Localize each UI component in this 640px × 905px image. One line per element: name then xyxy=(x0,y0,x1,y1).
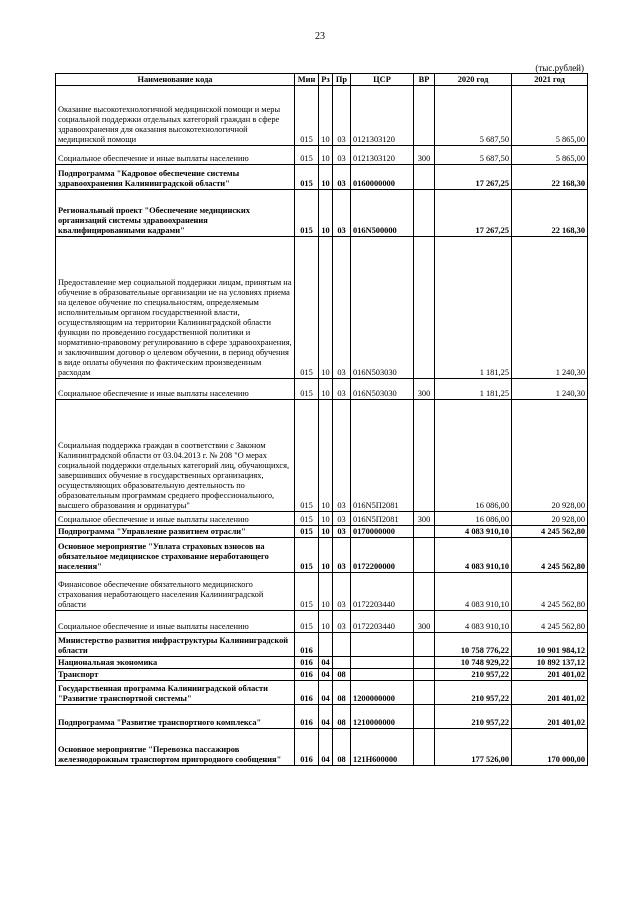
cell-2020: 1 181,25 xyxy=(435,379,512,400)
cell-rz: 10 xyxy=(319,526,333,538)
header-csr: ЦСР xyxy=(351,74,414,86)
cell-min: 016 xyxy=(295,681,319,705)
cell-vr xyxy=(414,705,435,729)
cell-min: 016 xyxy=(295,657,319,669)
cell-name: Социальное обеспечение и иные выплаты населению xyxy=(56,512,295,526)
cell-2020: 5 687,50 xyxy=(435,86,512,146)
cell-name: Государственная программа Калининградской области "Развитие транспортной системы" xyxy=(56,681,295,705)
cell-2020: 17 267,25 xyxy=(435,165,512,190)
cell-pr: 03 xyxy=(333,379,351,400)
table-row xyxy=(56,657,588,669)
cell-2021: 4 245 562,80 xyxy=(512,538,588,573)
cell-csr xyxy=(351,633,414,657)
cell-2021: 201 401,02 xyxy=(512,705,588,729)
cell-2020: 17 267,25 xyxy=(435,190,512,237)
cell-2021: 22 168,30 xyxy=(512,165,588,190)
cell-min: 015 xyxy=(295,190,319,237)
cell-name: Оказание высокотехнологичной медицинской помощи и меры социальной поддержки отдельных категорий граждан в сфере здравоохранения для оказания высокотехнологичной медицинской помощи xyxy=(56,86,295,146)
cell-name: Финансовое обеспечение обязательного медицинского страхования неработающего населения Калининградской области xyxy=(56,573,295,611)
cell-min: 015 xyxy=(295,165,319,190)
cell-2020: 4 083 910,10 xyxy=(435,573,512,611)
table-row xyxy=(56,633,588,657)
cell-rz: 10 xyxy=(319,400,333,512)
cell-name: Транспорт xyxy=(56,669,295,681)
header-vr: ВР xyxy=(414,74,435,86)
cell-2020: 210 957,22 xyxy=(435,681,512,705)
cell-csr: 016N5П2081 xyxy=(351,400,414,512)
cell-pr: 03 xyxy=(333,237,351,379)
cell-rz: 04 xyxy=(319,657,333,669)
cell-pr: 03 xyxy=(333,165,351,190)
cell-csr xyxy=(351,657,414,669)
cell-name: Национальная экономика xyxy=(56,657,295,669)
cell-min: 015 xyxy=(295,538,319,573)
cell-pr: 08 xyxy=(333,705,351,729)
cell-2020: 16 086,00 xyxy=(435,512,512,526)
table-row xyxy=(56,538,588,573)
cell-min: 016 xyxy=(295,729,319,766)
cell-rz xyxy=(319,633,333,657)
cell-csr: 016N503030 xyxy=(351,379,414,400)
table-row xyxy=(56,669,588,681)
cell-rz: 10 xyxy=(319,237,333,379)
cell-csr xyxy=(351,669,414,681)
header-pr: Пр xyxy=(333,74,351,86)
cell-name: Основное мероприятие "Перевозка пассажиров железнодорожным транспортом пригородного сообщения" xyxy=(56,729,295,766)
cell-vr xyxy=(414,669,435,681)
cell-min: 015 xyxy=(295,379,319,400)
cell-rz: 10 xyxy=(319,538,333,573)
cell-name: Социальное обеспечение и иные выплаты населению xyxy=(56,611,295,633)
cell-vr xyxy=(414,526,435,538)
cell-2020: 5 687,50 xyxy=(435,146,512,165)
cell-vr: 300 xyxy=(414,146,435,165)
cell-2020: 10 748 929,22 xyxy=(435,657,512,669)
cell-pr: 03 xyxy=(333,512,351,526)
cell-2021: 170 000,00 xyxy=(512,729,588,766)
cell-rz: 04 xyxy=(319,669,333,681)
table-row xyxy=(56,86,588,146)
cell-csr: 0172203440 xyxy=(351,573,414,611)
cell-csr: 1210000000 xyxy=(351,705,414,729)
table-row xyxy=(56,526,588,538)
cell-name: Подпрограмма "Развитие транспортного комплекса" xyxy=(56,705,295,729)
cell-rz: 04 xyxy=(319,729,333,766)
cell-min: 015 xyxy=(295,400,319,512)
cell-csr: 016N500000 xyxy=(351,190,414,237)
cell-pr: 03 xyxy=(333,86,351,146)
cell-min: 015 xyxy=(295,86,319,146)
cell-2021: 5 865,00 xyxy=(512,86,588,146)
cell-2021: 5 865,00 xyxy=(512,146,588,165)
cell-pr: 08 xyxy=(333,729,351,766)
cell-min: 015 xyxy=(295,146,319,165)
cell-vr xyxy=(414,729,435,766)
cell-2020: 177 526,00 xyxy=(435,729,512,766)
cell-vr xyxy=(414,165,435,190)
cell-2021: 4 245 562,80 xyxy=(512,573,588,611)
cell-min: 015 xyxy=(295,512,319,526)
cell-csr: 0172203440 xyxy=(351,611,414,633)
table-row xyxy=(56,729,588,766)
cell-name: Региональный проект "Обеспечение медицинских организаций системы здравоохранения квалифицированными кадрами" xyxy=(56,190,295,237)
cell-2021: 10 892 137,12 xyxy=(512,657,588,669)
header-rz: Рз xyxy=(319,74,333,86)
table-row xyxy=(56,165,588,190)
cell-csr: 016N5П2081 xyxy=(351,512,414,526)
header-min: Мин xyxy=(295,74,319,86)
cell-min: 016 xyxy=(295,705,319,729)
cell-name: Министерство развития инфраструктуры Калининградской области xyxy=(56,633,295,657)
cell-pr: 03 xyxy=(333,400,351,512)
table-row xyxy=(56,512,588,526)
cell-2021: 20 928,00 xyxy=(512,512,588,526)
cell-vr xyxy=(414,657,435,669)
cell-vr: 300 xyxy=(414,379,435,400)
cell-rz: 04 xyxy=(319,705,333,729)
cell-rz: 04 xyxy=(319,681,333,705)
cell-rz: 10 xyxy=(319,611,333,633)
cell-rz: 10 xyxy=(319,379,333,400)
cell-rz: 10 xyxy=(319,190,333,237)
cell-csr: 016N503030 xyxy=(351,237,414,379)
cell-2020: 1 181,25 xyxy=(435,237,512,379)
page-number: 23 xyxy=(315,31,325,42)
budget-table xyxy=(55,73,588,766)
cell-vr xyxy=(414,237,435,379)
cell-vr xyxy=(414,633,435,657)
cell-rz: 10 xyxy=(319,165,333,190)
table-body xyxy=(56,86,588,766)
cell-min: 015 xyxy=(295,611,319,633)
cell-pr xyxy=(333,657,351,669)
table-row xyxy=(56,400,588,512)
cell-2021: 4 245 562,80 xyxy=(512,526,588,538)
cell-name: Социальное обеспечение и иные выплаты населению xyxy=(56,146,295,165)
cell-rz: 10 xyxy=(319,573,333,611)
cell-csr: 0121303120 xyxy=(351,146,414,165)
cell-csr: 1200000000 xyxy=(351,681,414,705)
cell-vr xyxy=(414,190,435,237)
cell-rz: 10 xyxy=(319,512,333,526)
header-2021: 2021 год xyxy=(512,74,588,86)
table-row xyxy=(56,379,588,400)
cell-vr xyxy=(414,86,435,146)
cell-pr: 08 xyxy=(333,669,351,681)
cell-rz: 10 xyxy=(319,86,333,146)
cell-csr: 0170000000 xyxy=(351,526,414,538)
cell-2020: 16 086,00 xyxy=(435,400,512,512)
cell-vr xyxy=(414,681,435,705)
units-label: (тыс.рублей) xyxy=(535,63,584,73)
cell-2021: 1 240,30 xyxy=(512,237,588,379)
cell-min: 015 xyxy=(295,573,319,611)
cell-2021: 4 245 562,80 xyxy=(512,611,588,633)
cell-2020: 4 083 910,10 xyxy=(435,611,512,633)
cell-csr: 121Н600000 xyxy=(351,729,414,766)
cell-2020: 4 083 910,10 xyxy=(435,526,512,538)
table-row xyxy=(56,681,588,705)
table-row xyxy=(56,146,588,165)
cell-vr xyxy=(414,538,435,573)
cell-pr: 03 xyxy=(333,190,351,237)
cell-pr: 03 xyxy=(333,573,351,611)
table-row xyxy=(56,573,588,611)
cell-pr: 08 xyxy=(333,681,351,705)
cell-csr: 0160000000 xyxy=(351,165,414,190)
cell-min: 016 xyxy=(295,633,319,657)
cell-pr xyxy=(333,633,351,657)
cell-2021: 20 928,00 xyxy=(512,400,588,512)
cell-name: Основное мероприятие "Уплата страховых взносов на обязательное медицинское страхование неработающего населения" xyxy=(56,538,295,573)
header-row xyxy=(56,74,588,86)
table-row xyxy=(56,237,588,379)
cell-pr: 03 xyxy=(333,538,351,573)
cell-vr xyxy=(414,573,435,611)
cell-pr: 03 xyxy=(333,611,351,633)
cell-pr: 03 xyxy=(333,526,351,538)
cell-min: 015 xyxy=(295,237,319,379)
cell-name: Социальная поддержка граждан в соответствии с Законом Калининградской области от 03.04.2013 г. № 208 "О мерах социальной поддержки отдельных категорий лиц, обучающихся, завершивших обучение в государственных организациях, осуществляющих образовательную деятельность по образовательным программам среднего профессионального, высшего образования и ординатуры" xyxy=(56,400,295,512)
cell-vr xyxy=(414,400,435,512)
cell-2020: 210 957,22 xyxy=(435,669,512,681)
cell-vr: 300 xyxy=(414,512,435,526)
cell-min: 015 xyxy=(295,526,319,538)
cell-2020: 10 758 776,22 xyxy=(435,633,512,657)
cell-2021: 201 401,02 xyxy=(512,669,588,681)
header-name: Наименование кода xyxy=(56,74,295,86)
cell-2021: 201 401,02 xyxy=(512,681,588,705)
cell-2021: 22 168,30 xyxy=(512,190,588,237)
cell-2021: 1 240,30 xyxy=(512,379,588,400)
cell-2021: 10 901 984,12 xyxy=(512,633,588,657)
cell-pr: 03 xyxy=(333,146,351,165)
cell-name: Предоставление мер социальной поддержки лицам, принятым на обучение в образовательные организации не на условиях приема на целевое обучение по специальностям, определяемым исполнительным органом государственной власти, осуществляющим на территории Калининградской области функции по проведению государственной политики и нормативно-правовому регулированию в сфере здравоохранения, и заключившим договор о целевом обучении, в период обучения в виде оплаты обучения по фактическим произведенным расходам xyxy=(56,237,295,379)
cell-2020: 4 083 910,10 xyxy=(435,538,512,573)
cell-name: Подпрограмма "Кадровое обеспечение системы здравоохранения Калининградской области" xyxy=(56,165,295,190)
cell-csr: 0172200000 xyxy=(351,538,414,573)
table-row xyxy=(56,705,588,729)
cell-name: Социальное обеспечение и иные выплаты населению xyxy=(56,379,295,400)
table-row xyxy=(56,190,588,237)
cell-name: Подпрограмма "Управление развитием отрасли" xyxy=(56,526,295,538)
cell-vr: 300 xyxy=(414,611,435,633)
cell-2020: 210 957,22 xyxy=(435,705,512,729)
cell-rz: 10 xyxy=(319,146,333,165)
cell-min: 016 xyxy=(295,669,319,681)
header-2020: 2020 год xyxy=(435,74,512,86)
cell-csr: 0121303120 xyxy=(351,86,414,146)
table-row xyxy=(56,611,588,633)
